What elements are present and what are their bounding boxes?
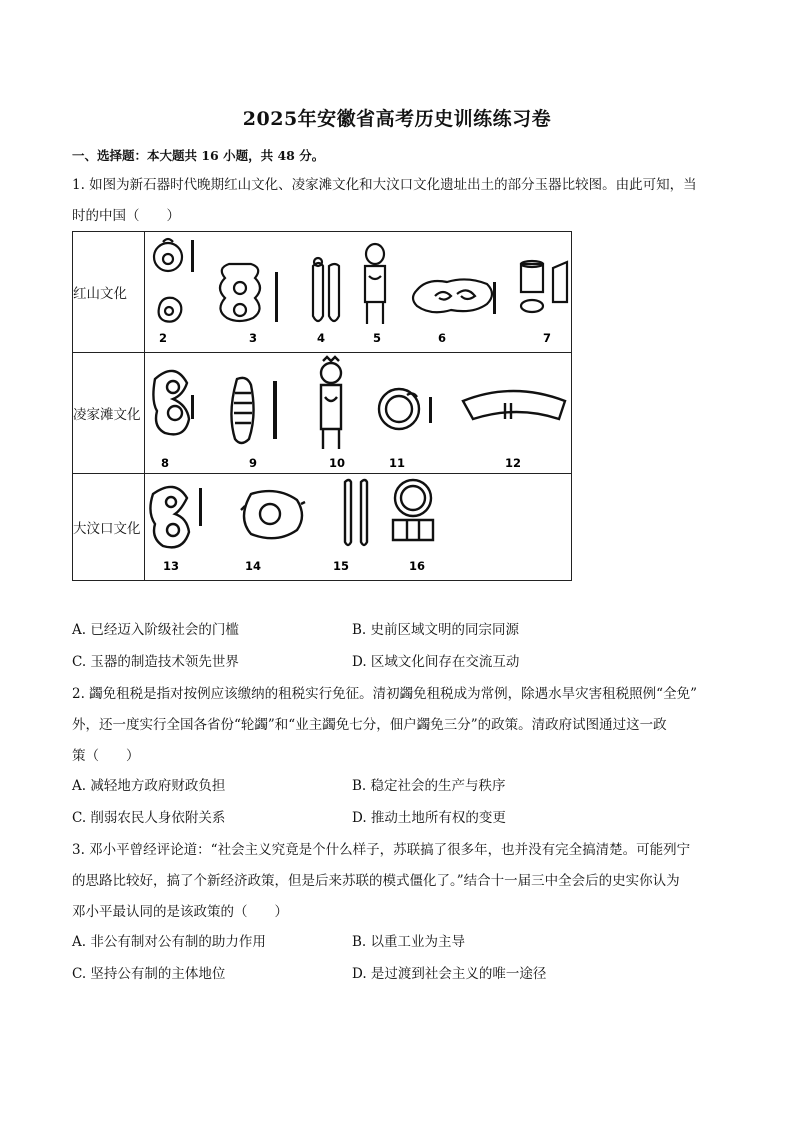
stem-line: 2. 蠲免租税是指对按例应该缴纳的租税实行免征。清初蠲免租税成为常例，除遇水旱灾害租税照例“全免”: [72, 686, 697, 702]
jade-3: [220, 264, 260, 321]
jade-15: [345, 480, 351, 545]
row-label: 大汶口文化: [73, 474, 145, 580]
row-label: 凌家滩文化: [73, 353, 145, 473]
artifact-number: 6: [438, 331, 447, 345]
jade-6: [413, 279, 492, 312]
artifact-number: 11: [389, 456, 406, 470]
figure-row-hongshan: [73, 232, 571, 353]
artifact-number: 3: [249, 331, 258, 345]
jade-2-bottom: [159, 298, 182, 322]
artifact-number: 10: [329, 456, 346, 470]
q2-option-d[interactable]: D. 推动土地所有权的变更: [352, 810, 506, 826]
q1-option-b[interactable]: B. 史前区域文明的同宗同源: [352, 622, 520, 638]
q1-option-d[interactable]: D. 区域文化间存在交流互动: [352, 654, 520, 670]
figure-row-lingjiatan: [73, 353, 571, 474]
question-3-stem: [72, 835, 727, 928]
stem-line: 邓小平最认同的是该政策的（ ）: [72, 904, 288, 920]
jade-2-top: [154, 243, 182, 271]
jade-9: [231, 378, 253, 443]
figure-row-dawenkou: [73, 474, 571, 580]
stem-line: 时的中国（ ）: [72, 208, 180, 224]
stem-line: 1. 如图为新石器时代晚期红山文化、凌家滩文化和大汶口文化遗址出土的部分玉器比较图。由此可知，当: [72, 177, 697, 193]
artifact-number: 2: [159, 331, 168, 345]
jade-artifact-figure: [72, 231, 572, 581]
section-heading: 一、选择题：本大题共 16 小题，共 48 分。: [72, 148, 325, 163]
q3-option-d[interactable]: D. 是过渡到社会主义的唯一途径: [352, 966, 547, 982]
jade-12: [463, 391, 565, 419]
jade-5: [366, 244, 384, 264]
row-label: 红山文化: [73, 232, 145, 352]
stem-line: 的思路比较好，搞了个新经济政策，但是后来苏联的模式僵化了。”结合十一届三中全会后的史实你认为: [72, 873, 680, 889]
artifact-number: 8: [161, 456, 170, 470]
artifact-number: 4: [317, 331, 326, 345]
jade-7: [521, 264, 543, 292]
artifact-number: 13: [163, 559, 180, 573]
jade-4: [313, 263, 323, 321]
page-title: 2025年安徽省高考历史训练练习卷: [242, 108, 552, 130]
stem-line: 外，还一度实行全国各省份“轮蠲”和“业主蠲免七分，佃户蠲免三分”的政策。清政府试图通过这一政: [72, 717, 667, 733]
q3-option-a[interactable]: A. 非公有制对公有制的助力作用: [72, 934, 266, 950]
artifact-number: 12: [505, 456, 522, 470]
artifact-number: 14: [245, 559, 262, 573]
jade-artifacts-dawenkou: [145, 474, 571, 580]
q2-option-a[interactable]: A. 减轻地方政府财政负担: [72, 778, 226, 794]
stem-line: 策（ ）: [72, 748, 140, 764]
artifact-number: 7: [543, 331, 552, 345]
artifact-number: 15: [333, 559, 350, 573]
question-2-stem: [72, 679, 727, 772]
jade-artifacts-lingjiatan: [145, 353, 571, 474]
question-1-stem: [72, 170, 727, 232]
q3-option-b[interactable]: B. 以重工业为主导: [352, 934, 466, 950]
q1-option-c[interactable]: C. 玉器的制造技术领先世界: [72, 654, 239, 670]
artifact-number: 5: [373, 331, 382, 345]
q3-option-c[interactable]: C. 坚持公有制的主体地位: [72, 966, 226, 982]
jade-10: [323, 357, 339, 361]
stem-line: 3. 邓小平曾经评论道：“社会主义究竟是个什么样子，苏联搞了很多年，也并没有完全搞清楚。可能列宁: [72, 842, 691, 858]
q2-option-b[interactable]: B. 稳定社会的生产与秩序: [352, 778, 506, 794]
artifact-number: 9: [249, 456, 258, 470]
q1-option-a[interactable]: A. 已经迈入阶级社会的门槛: [72, 622, 239, 638]
q2-option-c[interactable]: C. 削弱农民人身依附关系: [72, 810, 226, 826]
artifact-number: 16: [409, 559, 426, 573]
jade-artifacts-hongshan: [145, 232, 571, 353]
jade-14: [244, 491, 302, 538]
